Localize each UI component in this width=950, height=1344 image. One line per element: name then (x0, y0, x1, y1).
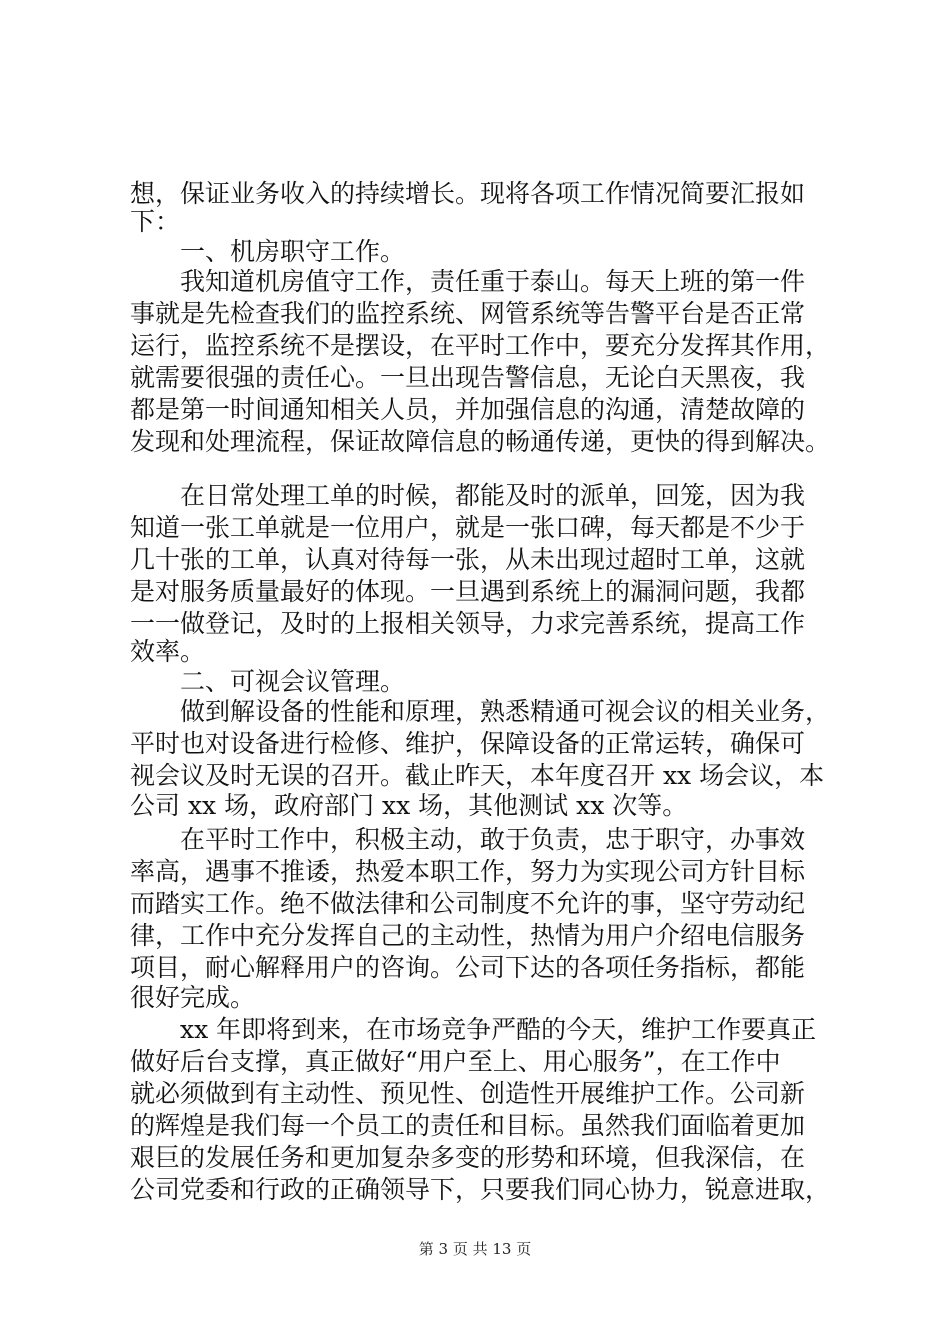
text-line: 发现和处理流程，保证故障信息的畅通传递，更快的得到解决。 (130, 427, 831, 456)
text-line: 做到解设备的性能和原理，熟悉精通可视会议的相关业务， (130, 697, 831, 726)
text-line: 知道一张工单就是一位用户，就是一张口碑，每天都是不少于 (130, 513, 806, 542)
text-line: 很好完成。 (130, 983, 256, 1012)
text-line: 想，保证业务收入的持续增长。现将各项工作情况简要汇报如 (130, 179, 806, 208)
text-line: 的辉煌是我们每一个员工的责任和目标。虽然我们面临着更加 (130, 1111, 806, 1140)
text-line: 我知道机房值守工作，责任重于泰山。每天上班的第一件 (130, 267, 806, 296)
text-line: 而踏实工作。绝不做法律和公司制度不允许的事，坚守劳动纪 (130, 889, 806, 918)
text-line: 项目，耐心解释用户的咨询。公司下达的各项任务指标，都能 (130, 953, 806, 982)
text-line: 视会议及时无误的召开。截止昨天，本年度召开 xx 场会议，本 (130, 761, 825, 790)
text-line: 就必须做到有主动性、预见性、创造性开展维护工作。公司新 (130, 1079, 806, 1108)
section-heading: 二、可视会议管理。 (130, 667, 406, 696)
text-line: xx 年即将到来，在市场竞争严酷的今天，维护工作要真正 (130, 1015, 817, 1044)
text-line: 公司党委和行政的正确领导下，只要我们同心协力，锐意进取， (130, 1175, 831, 1204)
text-line: 下： (130, 207, 181, 236)
text-line: 效率。 (130, 637, 206, 666)
text-line: 艰巨的发展任务和更加复杂多变的形势和环境，但我深信，在 (130, 1143, 806, 1172)
section-heading: 一、机房职守工作。 (130, 237, 406, 266)
text-line: 在日常处理工单的时候，都能及时的派单，回笼，因为我 (130, 481, 806, 510)
text-line: 就需要很强的责任心。一旦出现告警信息，无论白天黑夜，我 (130, 363, 806, 392)
text-line: 运行，监控系统不是摆设，在平时工作中，要充分发挥其作用， (130, 331, 831, 360)
text-line: 平时也对设备进行检修、维护，保障设备的正常运转，确保可 (130, 729, 806, 758)
text-line: 在平时工作中，积极主动，敢于负责，忠于职守，办事效 (130, 825, 806, 854)
text-line: 公司 xx 场，政府部门 xx 场，其他测试 xx 次等。 (130, 791, 688, 820)
text-line: 都是第一时间通知相关人员，并加强信息的沟通，清楚故障的 (130, 395, 806, 424)
text-line: 率高，遇事不推诿，热爱本职工作，努力为实现公司方针目标 (130, 857, 806, 886)
page-number-footer: 第 3 页 共 13 页 (418, 1240, 532, 1258)
text-line: 一一做登记，及时的上报相关领导，力求完善系统，提高工作 (130, 609, 806, 638)
text-line: 律，工作中充分发挥自己的主动性，热情为用户介绍电信服务 (130, 921, 806, 950)
text-line: 是对服务质量最好的体现。一旦遇到系统上的漏洞问题，我都 (130, 577, 806, 606)
text-line: 做好后台支撑，真正做好“用户至上、用心服务”，在工作中 (130, 1047, 781, 1076)
text-line: 几十张的工单，认真对待每一张，从未出现过超时工单，这就 (130, 545, 806, 574)
text-line: 事就是先检查我们的监控系统、网管系统等告警平台是否正常 (130, 299, 806, 328)
